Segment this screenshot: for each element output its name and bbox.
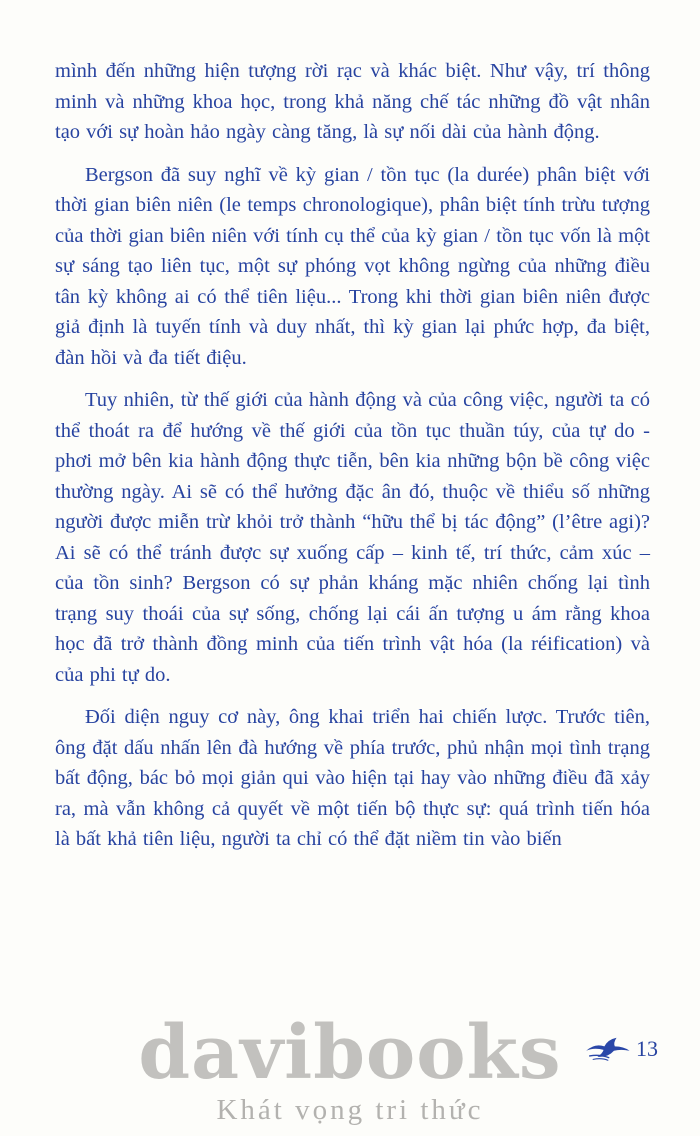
paragraph: Đối diện nguy cơ này, ông khai triển hai chiến lược. Trước tiên, ông đặt dấu nhấn lên đà hướng về phía trước, phủ nhận mọi tình trạng bất động, bác bỏ mọi giản qui vào hiện tại hay vào những điều đã xảy ra, mà vẫn không cả quyết về một tiến bộ thực sự: quá trình tiến hóa là bất khả tiên liệu, người ta chỉ có thể đặt niềm tin vào biến [55,706,650,850]
paragraph: Bergson đã suy nghĩ về kỳ gian / tồn tục (la durée) phân biệt với thời gian biên niên (le temps chronologique), phân biệt tính trừu tượng của thời gian biên niên với tính cụ thể của kỳ gian / tồn tục vốn là một sự sáng tạo liên tục, một sự phóng vọt không ngừng của những điều tân kỳ không ai có thể tiên liệu... Trong khi thời gian biên niên được giả định là tuyến tính và duy nhất, thì kỳ gian lại phức hợp, đa biệt, đàn hồi và đa tiết điệu. [55,163,650,369]
watermark [0,1010,700,1127]
paragraph: Tuy nhiên, từ thế giới của hành động và của công việc, người ta có thể thoát ra để hướng về thế giới của tồn tục thuần túy, của tự do - phơi mở bên kia hành động thực tiễn, bên kia những bộn bề công việc thường ngày. Ai sẽ có thể hưởng đặc ân đó, thuộc về thiểu số những người được miễn trừ khỏi trở thành “hữu thể bị tác động” (l’être agi)? Ai sẽ có thể tránh được sự xuống cấp – kinh tế, trí thức, cảm xúc – của tồn sinh? Bergson có sự phản kháng mặc nhiên chống lại tình trạng suy thoái của sự sống, chống lại cái ấn tượng u ám rằng khoa học đã trở thành đồng minh của tiến trình vật hóa (la réification) và của phi tự do. [55,389,650,686]
watermark-title: davibooks [138,1010,562,1096]
publisher-bird-logo-icon [581,1036,633,1062]
page-text [55,56,650,867]
page-footer [581,1036,658,1062]
paragraph: mình đến những hiện tượng rời rạc và khác biệt. Như vậy, trí thông minh và những khoa học, trong khả năng chế tác những đồ vật nhân tạo với sự hoàn hảo ngày càng tăng, là sự nối dài của hành động. [55,60,650,143]
watermark-subtitle: Khát vọng tri thức [216,1094,484,1126]
page-number: 13 [636,1036,658,1061]
